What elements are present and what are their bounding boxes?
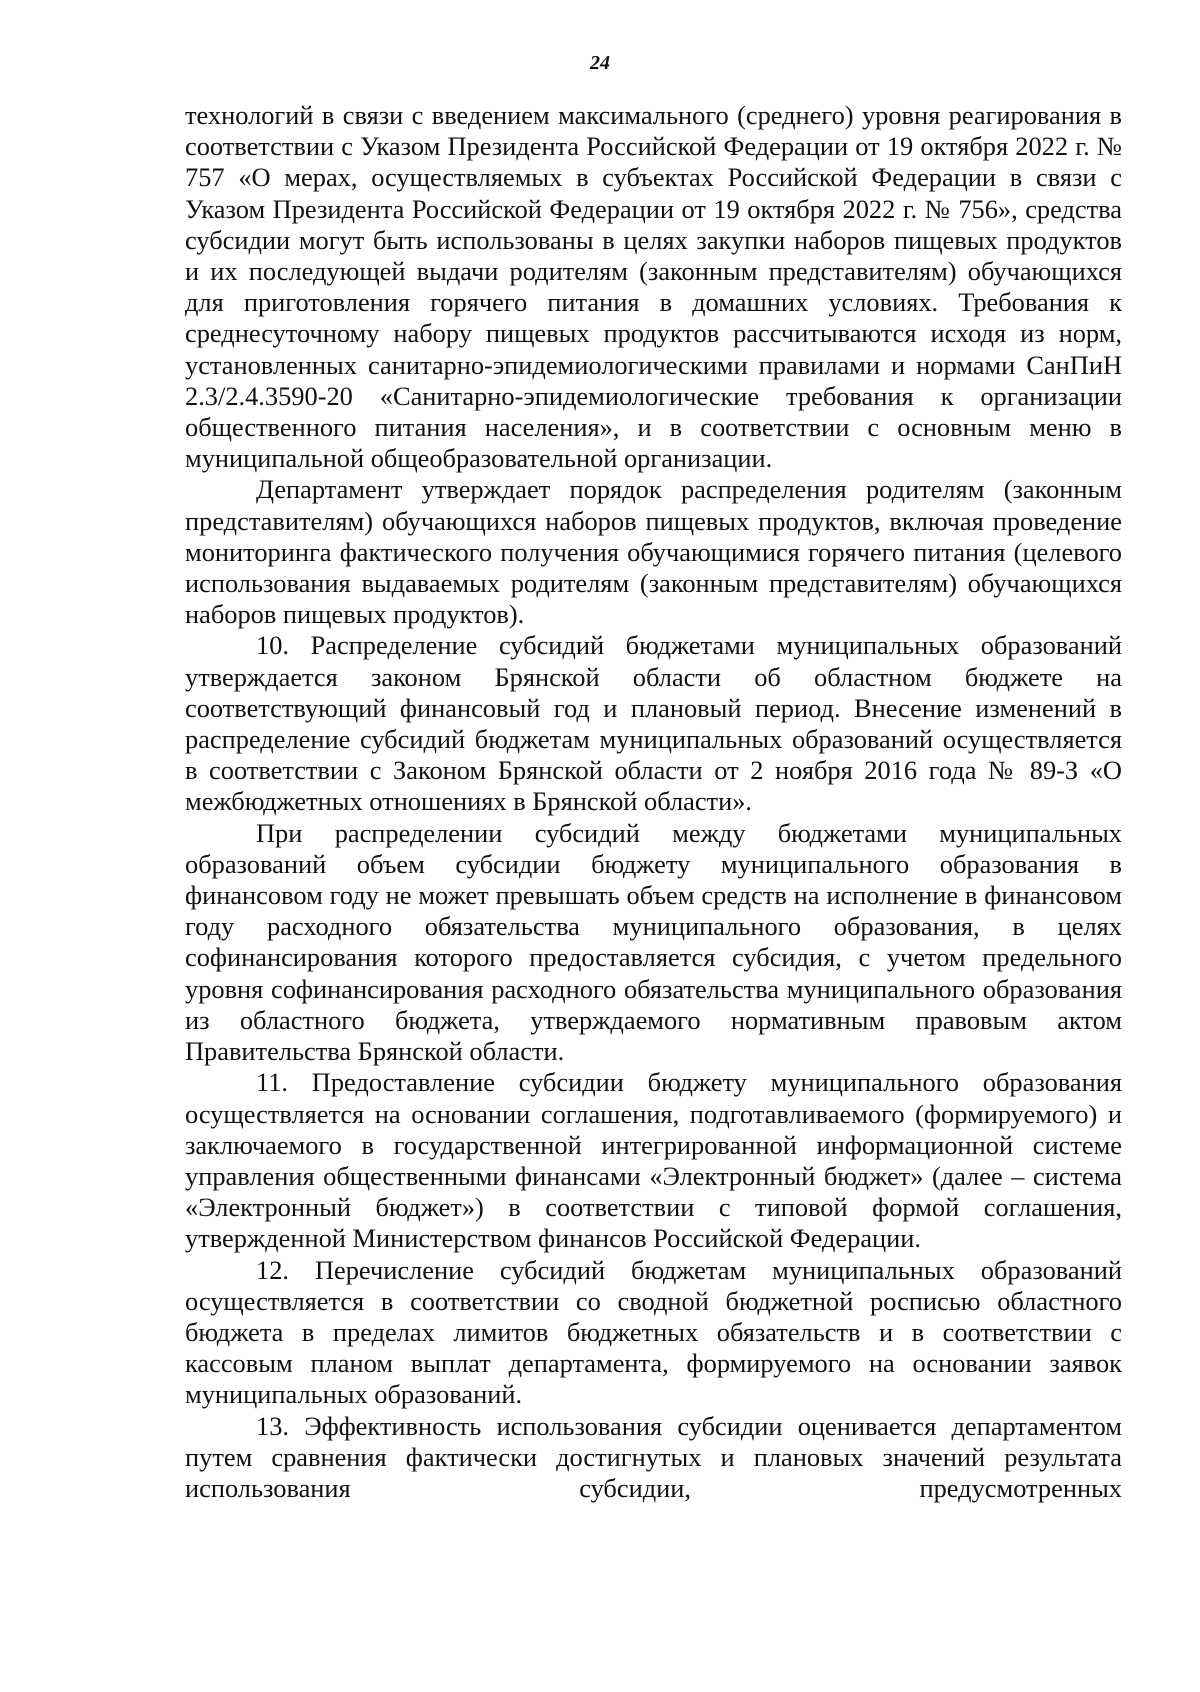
paragraph-item-10: 10. Распределение субсидий бюджетами муниципальных образований утверждается законом Брянской области об областном бюджете на соответствующий финансовый год и плановый период. Внесение изменений в распределение субсидий бюджетам муниципальных образований осуществляется в соответствии с Законом Брянской области от 2 ноября 2016 года № 89-З «О межбюджетных отношениях в Брянской области». xyxy=(185,630,1122,817)
document-body xyxy=(185,100,1122,1504)
paragraph-subsidy-distribution: При распределении субсидий между бюджетами муниципальных образований объем субсидии бюджету муниципального образования в финансовом году не может превышать объем средств на исполнение в финансовом году расходного обязательства муниципального образования, в целях софинансирования которого предоставляется субсидия, с учетом предельного уровня софинансирования расходного обязательства муниципального образования из областного бюджета, утверждаемого нормативным правовым актом Правительства Брянской области. xyxy=(185,817,1122,1067)
paragraph-item-11: 11. Предоставление субсидии бюджету муниципального образования осуществляется на основании соглашения, подготавливаемого (формируемого) и заключаемого в государственной интегрированной информационной системе управления общественными финансами «Электронный бюджет» (далее – система «Электронный бюджет») в соответствии с типовой формой соглашения, утвержденной Министерством финансов Российской Федерации. xyxy=(185,1067,1122,1254)
paragraph-department-procedure: Департамент утверждает порядок распределения родителям (законным представителям) обучающихся наборов пищевых продуктов, включая проведение мониторинга фактического получения обучающимися горячего питания (целевого использования выдаваемых родителям (законным представителям) обучающихся наборов пищевых продуктов). xyxy=(185,474,1122,630)
paragraph-continuation: технологий в связи с введением максимального (среднего) уровня реагирования в соответствии с Указом Президента Российской Федерации от 19 октября 2022 г. № 757 «О мерах, осуществляемых в субъектах Российской Федерации в связи с Указом Президента Российской Федерации от 19 октября 2022 г. № 756», средства субсидии могут быть использованы в целях закупки наборов пищевых продуктов и их последующей выдачи родителям (законным представителям) обучающихся для приготовления горячего питания в домашних условиях. Требования к среднесуточному набору пищевых продуктов рассчитываются исходя из норм, установленных санитарно-эпидемиологическими правилами и нормами СанПиН 2.3/2.4.3590-20 «Санитарно-эпидемиологические требования к организации общественного питания населения», и в соответствии с основным меню в муниципальной общеобразовательной организации. xyxy=(185,100,1122,474)
paragraph-item-13: 13. Эффективность использования субсидии оценивается департаментом путем сравнения фактически достигнутых и плановых значений результата использования субсидии, предусмотренных xyxy=(185,1410,1122,1503)
page-number: 24 xyxy=(590,52,610,74)
paragraph-item-12: 12. Перечисление субсидий бюджетам муниципальных образований осуществляется в соответствии со сводной бюджетной росписью областного бюджета в пределах лимитов бюджетных обязательств и в соответствии с кассовым планом выплат департамента, формируемого на основании заявок муниципальных образований. xyxy=(185,1254,1122,1410)
